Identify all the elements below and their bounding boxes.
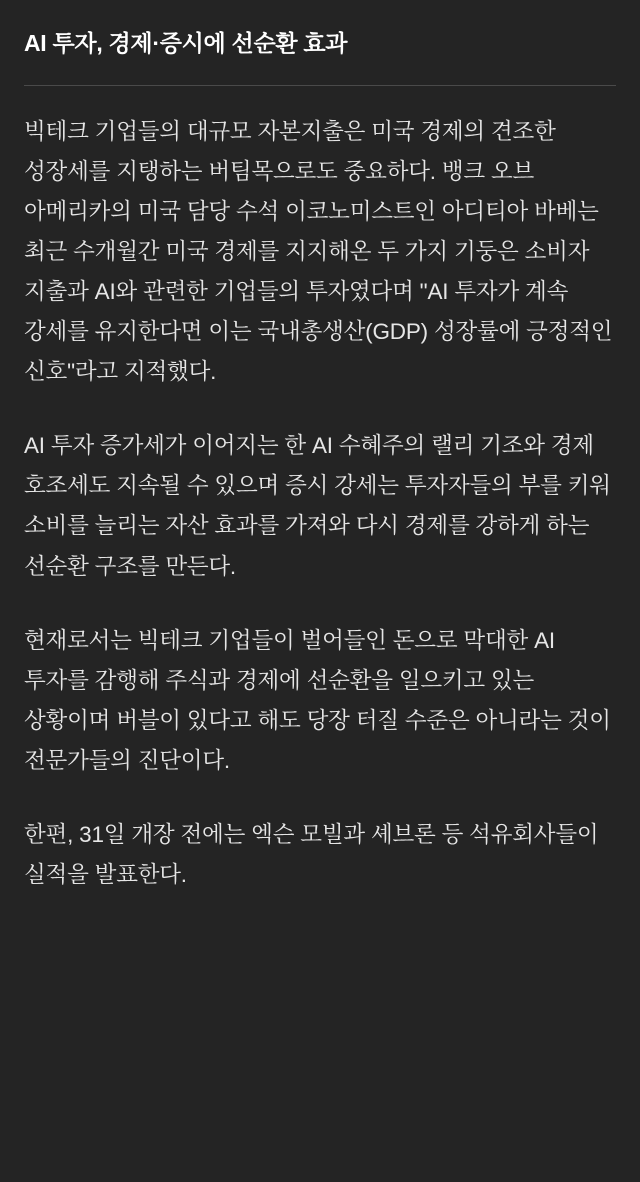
article-paragraph: 빅테크 기업들의 대규모 자본지출은 미국 경제의 견조한 성장세를 지탱하는 버팀목으로도 중요하다. 뱅크 오브 아메리카의 미국 담당 수석 이코노미스트인 아디티아 바베는 최근 수개월간 미국 경제를 지지해온 두 가지 기둥은 소비자 지출과 AI와 관련한 기업들의 투자였다며 "AI 투자가 계속 강세를 유지한다면 이는 국내총생산(GDP) 성장률에 긍정적인 신호"라고 지적했다. bbox=[24, 119, 613, 385]
article-paragraph: AI 투자 증가세가 이어지는 한 AI 수혜주의 랠리 기조와 경제 호조세도 지속될 수 있으며 증시 강세는 투자자들의 부를 키워 소비를 늘리는 자산 효과를 가져와 다시 경제를 강하게 하는 선순환 구조를 만든다. bbox=[24, 433, 611, 579]
title-divider bbox=[24, 85, 616, 86]
article-body bbox=[24, 112, 616, 895]
page-title: AI 투자, 경제·증시에 선순환 효과 bbox=[24, 30, 348, 56]
article-paragraph: 현재로서는 빅테크 기업들이 벌어들인 돈으로 막대한 AI 투자를 감행해 주식과 경제에 선순환을 일으키고 있는 상황이며 버블이 있다고 해도 당장 터질 수준은 아니라는 것이 전문가들의 진단이다. bbox=[24, 627, 611, 773]
article-paragraph: 한편, 31일 개장 전에는 엑슨 모빌과 셰브론 등 석유회사들이 실적을 발표한다. bbox=[24, 821, 599, 887]
